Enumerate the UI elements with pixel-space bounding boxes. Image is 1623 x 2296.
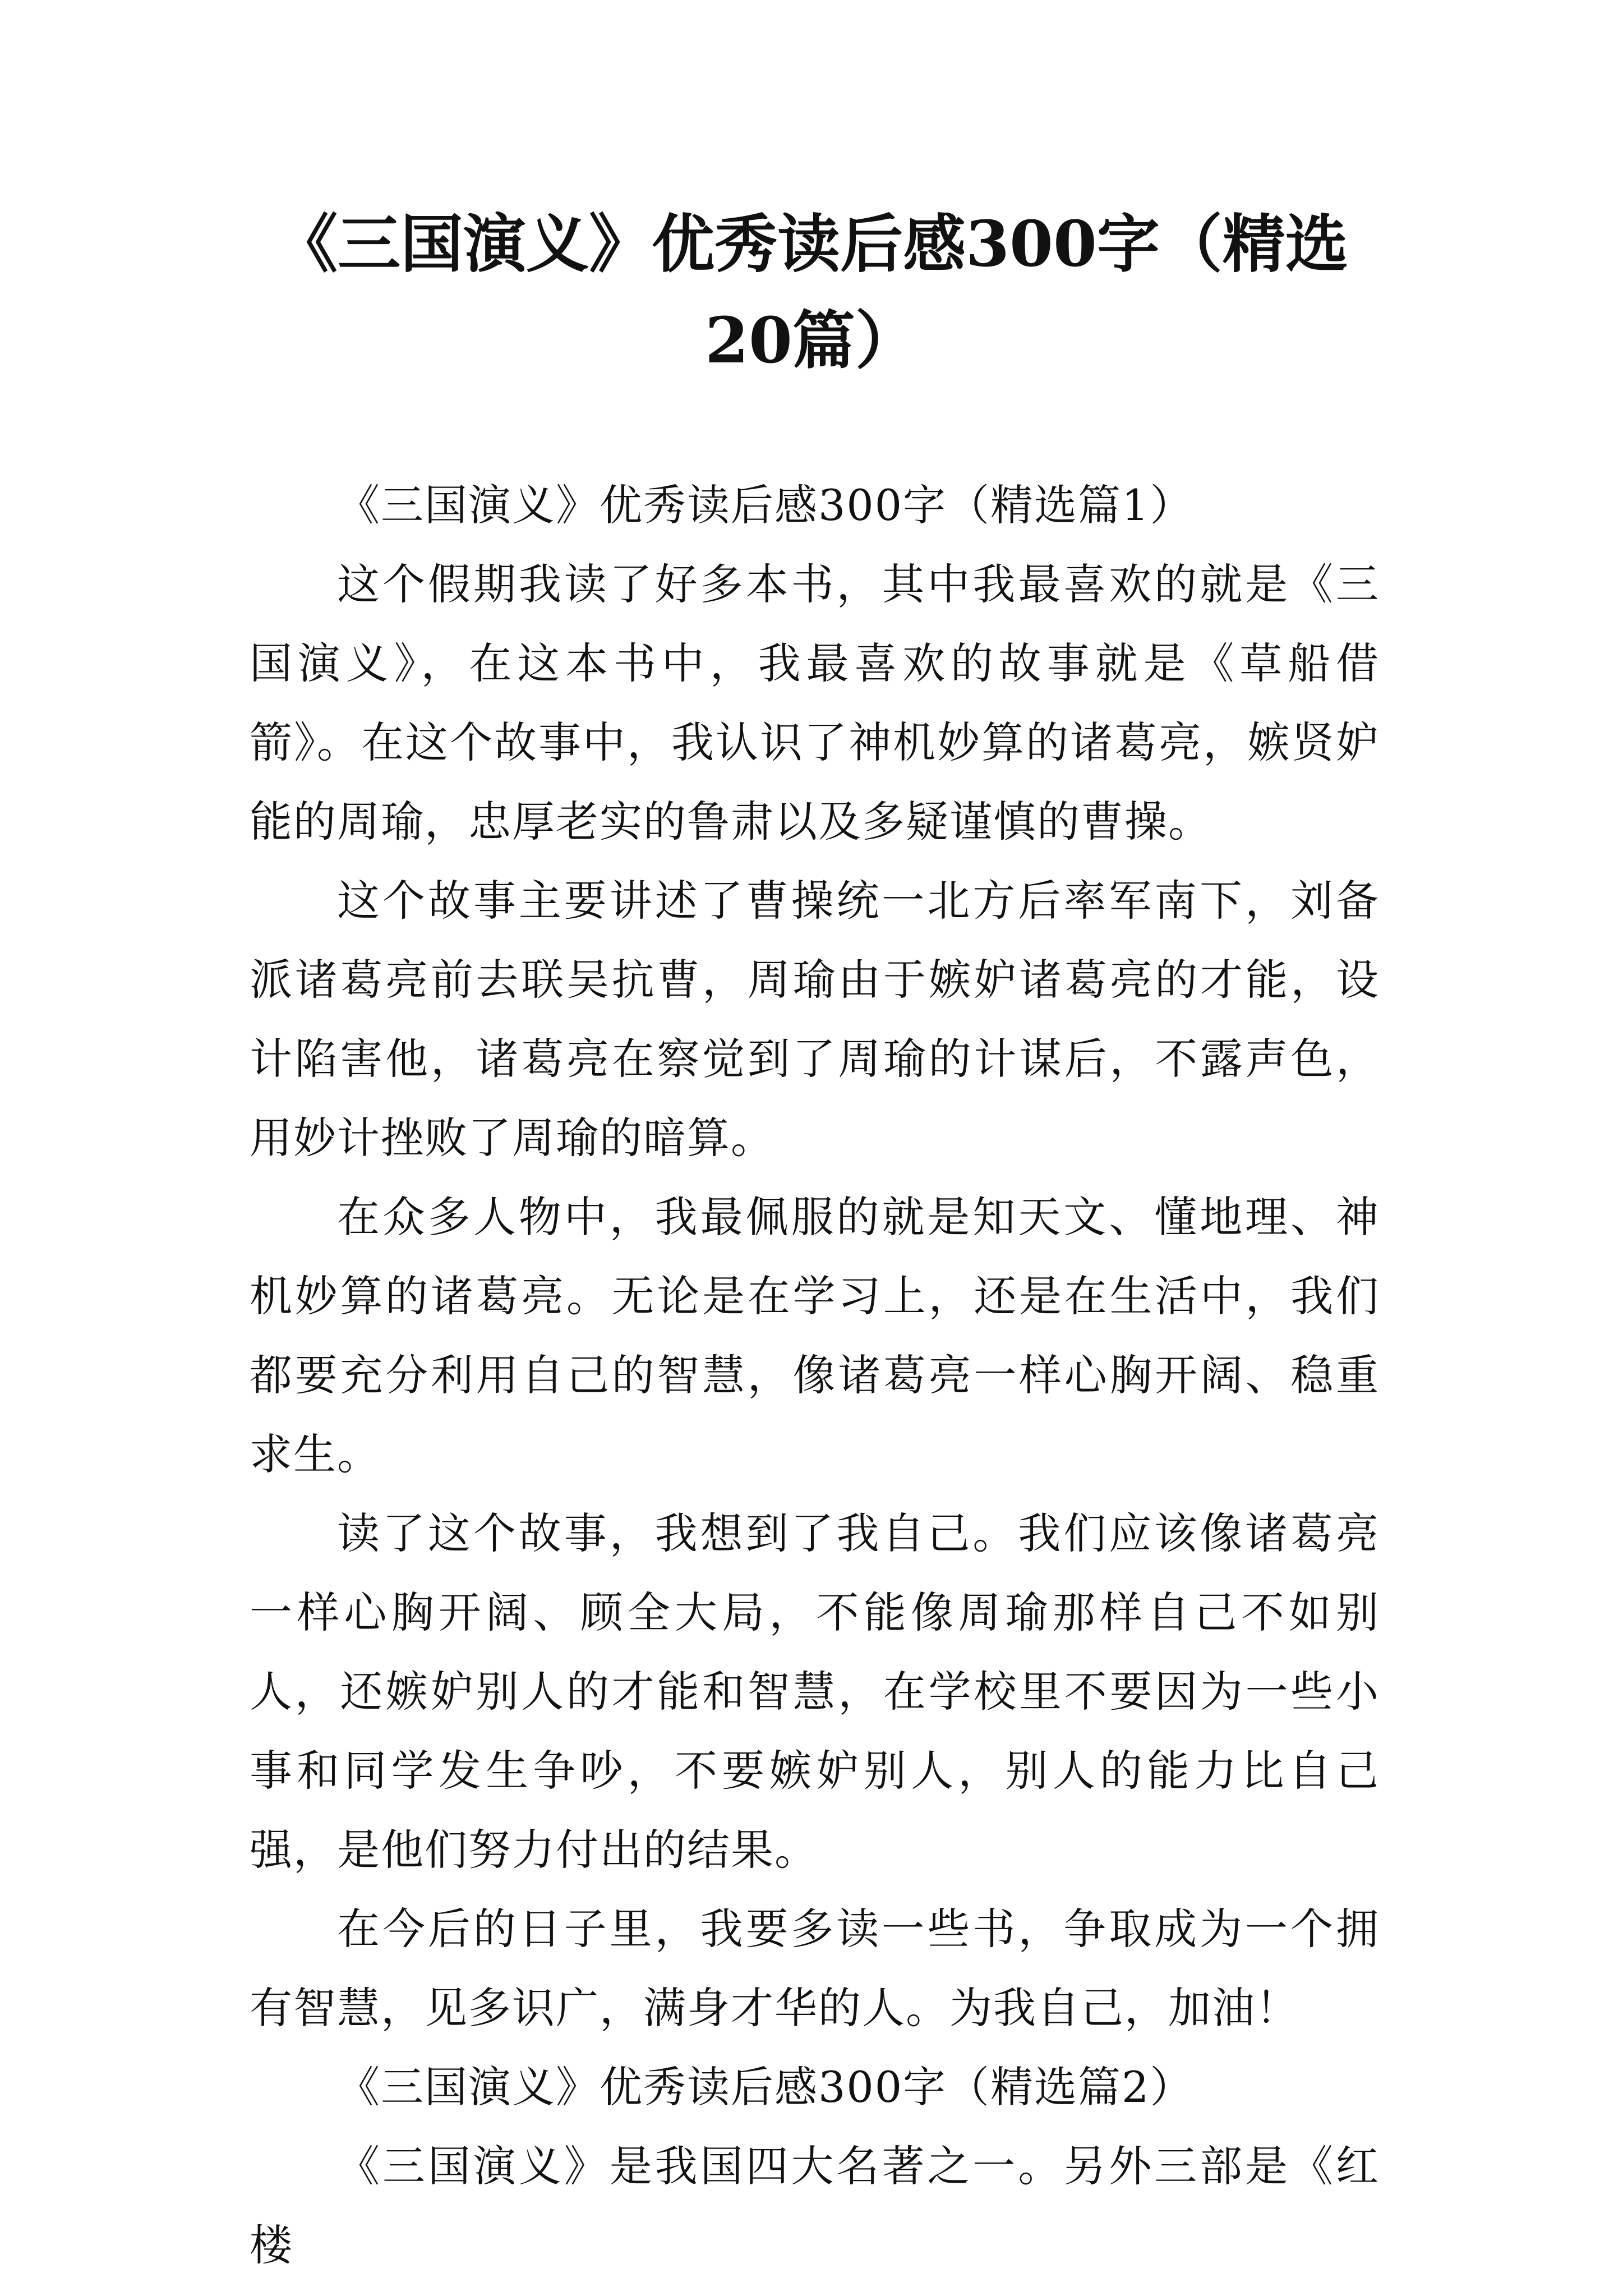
document-title: 《三国演义》优秀读后感300字（精选20篇） [275,208,1348,378]
paragraph: 读了这个故事，我想到了我自己。我们应该像诸葛亮一样心胸开阔、顾全大局，不能像周瑜那样自己不如别人，还嫉妒别人的才能和智慧，在学校里不要因为一些小事和同学发生争吵，不要嫉妒别人，别人的能力比自己强，是他们努力付出的结果。 [250,1508,1380,1875]
paragraph: 《三国演义》是我国四大名著之一。另外三部是《红楼 [250,2141,1380,2270]
paragraph: 在今后的日子里，我要多读一些书，争取成为一个拥有智慧，见多识广，满身才华的人。为我自己，加油！ [250,1904,1380,2033]
paragraph: 这个故事主要讲述了曹操统一北方后率军南下，刘备派诸葛亮前去联吴抗曹，周瑜由于嫉妒诸葛亮的才能，设计陷害他，诸葛亮在察觉到了周瑜的计谋后，不露声色，用妙计挫败了周瑜的暗算。 [250,876,1380,1163]
section-heading: 《三国演义》优秀读后感300字（精选篇1） [337,480,1194,530]
document-body [250,466,1380,2285]
section-heading: 《三国演义》优秀读后感300字（精选篇2） [337,2062,1194,2112]
paragraph: 这个假期我读了好多本书，其中我最喜欢的就是《三国演义》，在这本书中，我最喜欢的故事就是《草船借箭》。在这个故事中，我认识了神机妙算的诸葛亮，嫉贤妒能的周瑜，忠厚老实的鲁肃以及多疑谨慎的曹操。 [250,559,1380,846]
paragraph: 在众多人物中，我最佩服的就是知天文、懂地理、神机妙算的诸葛亮。无论是在学习上，还是在生活中，我们都要充分利用自己的智慧，像诸葛亮一样心胸开阔、稳重求生。 [250,1192,1380,1479]
